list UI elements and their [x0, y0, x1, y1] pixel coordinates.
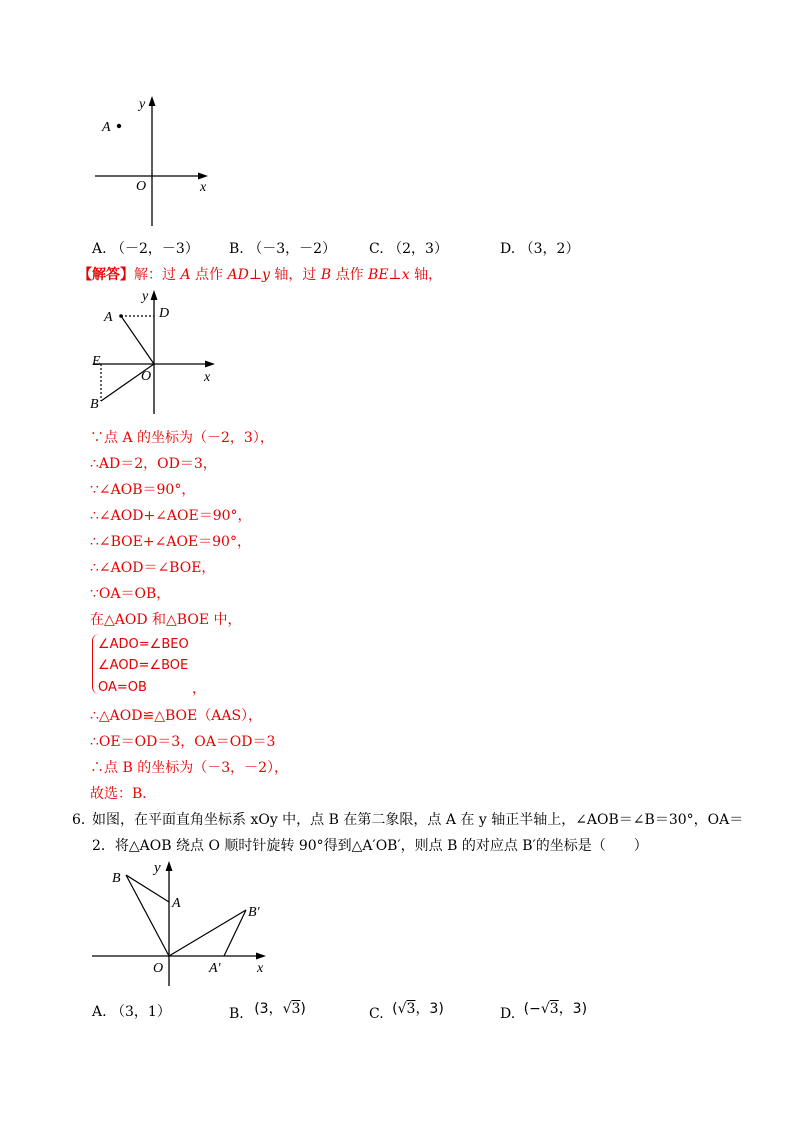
y-axis-arrow	[166, 861, 173, 871]
question-6-line-1: 如图，在平面直角坐标系 xOy 中，点 B 在第二象限，点 A 在 y 轴正半轴上，∠AOB＝∠B＝30°，OA＝	[92, 812, 744, 828]
solution-line-10: ∴OE＝OD＝3，OA＝OD＝3	[90, 734, 276, 750]
equation-system-line-1: ∠ADO=∠BEO	[98, 637, 189, 652]
y-axis-label: y	[142, 289, 149, 304]
sqrt-sign: √	[397, 1001, 407, 1017]
q5-option-d-value: （3，2）	[519, 241, 580, 257]
sqrt-sign: √	[282, 1001, 292, 1017]
equation-system-comma: ，	[192, 681, 206, 697]
y-axis-label: y	[154, 860, 161, 876]
q5-option-a-value: （－2，－3）	[111, 241, 199, 257]
solution-line-12: 故选：B．	[90, 786, 157, 802]
point-b-prime-label: B′	[248, 905, 260, 920]
q6-option-d-letter: D.	[500, 1006, 516, 1022]
point-a-label: A	[102, 120, 111, 135]
q6-option-c-letter: C.	[369, 1006, 384, 1022]
x-axis-arrow	[256, 953, 266, 960]
solution-line-5: ∴∠BOE+∠AOE＝90°，	[90, 534, 251, 550]
point-d-label: D	[159, 306, 170, 321]
sqrt-radicand: 3	[549, 1001, 559, 1017]
x-axis-label: x	[257, 961, 264, 976]
point-a-label: A	[104, 310, 113, 325]
solution-line-2: ∴AD＝2，OD＝3，	[90, 456, 217, 472]
equation-system-line-2: ∠AOD=∠BOE	[98, 658, 189, 673]
q6-option-a-value: （3，1）	[111, 1004, 171, 1020]
q5-option-b-letter: B.	[229, 241, 244, 257]
q5-option-c-value: （2，3）	[388, 241, 448, 257]
solution-intro: 【解答】解：过 A 点作 AD⊥y 轴，过 B 点作 BE⊥x 轴，	[78, 267, 443, 283]
sqrt-sign: √	[540, 1001, 550, 1017]
solution-line-1: ∵点 A 的坐标为（－2，3），	[90, 430, 274, 446]
question-6-number: 6．	[72, 812, 95, 828]
equation-system-line-3: OA=OB	[98, 680, 147, 695]
sqrt-radicand: 3	[406, 1001, 416, 1017]
solution-line-11: ∴点 B 的坐标为（－3，－2），	[90, 760, 289, 776]
origin-label: O	[136, 179, 147, 194]
solution-line-9: ∴△AOD≌△BOE（AAS），	[90, 708, 263, 724]
x-axis-label: x	[204, 370, 211, 385]
q6-option-c[interactable]: C. (√3，3)	[369, 1001, 444, 1022]
point-e-label: E	[92, 354, 101, 369]
point-a-label: A	[172, 896, 181, 911]
solution-line-6: ∴∠AOD＝∠BOE，	[90, 560, 216, 576]
origin-label: O	[153, 961, 164, 976]
solution-line-4: ∴∠AOD+∠AOE＝90°，	[90, 508, 252, 524]
q6-option-a[interactable]	[92, 1005, 171, 1019]
q5-option-d-letter: D.	[500, 241, 516, 257]
point-a-prime-label: A′	[209, 961, 221, 976]
q6-option-d[interactable]: D. (−√3，3)	[500, 1001, 588, 1022]
sqrt-radicand: 3	[291, 1001, 301, 1017]
q5-option-b-value: （－3，－2）	[248, 241, 337, 257]
solution-line-3: ∵∠AOB＝90°，	[90, 482, 196, 498]
solution-line-8: 在△AOD 和△BOE 中，	[90, 612, 242, 628]
point-b-label: B	[112, 871, 121, 886]
q5-option-c-letter: C.	[369, 241, 384, 257]
point-b-label: B	[90, 397, 99, 412]
q6-option-a-letter: A.	[92, 1004, 107, 1020]
y-axis-label: y	[139, 97, 146, 112]
solution-tag: 【解答】	[78, 267, 134, 283]
segment-ab	[126, 875, 169, 902]
q6-option-b-letter: B.	[229, 1006, 244, 1022]
q5-option-a-letter: A.	[92, 241, 107, 257]
segment-ob	[126, 875, 169, 956]
origin-label: O	[141, 369, 152, 384]
q6-option-b[interactable]: B. (3，√3)	[229, 1001, 306, 1022]
x-axis-label: x	[200, 180, 207, 195]
question-6-line-2: 2．将△AOB 绕点 O 顺时针旋转 90°得到△A′OB′，则点 B 的对应点 B′的坐标是（ ）	[92, 838, 648, 854]
solution-line-7: ∵OA＝OB，	[90, 586, 171, 602]
